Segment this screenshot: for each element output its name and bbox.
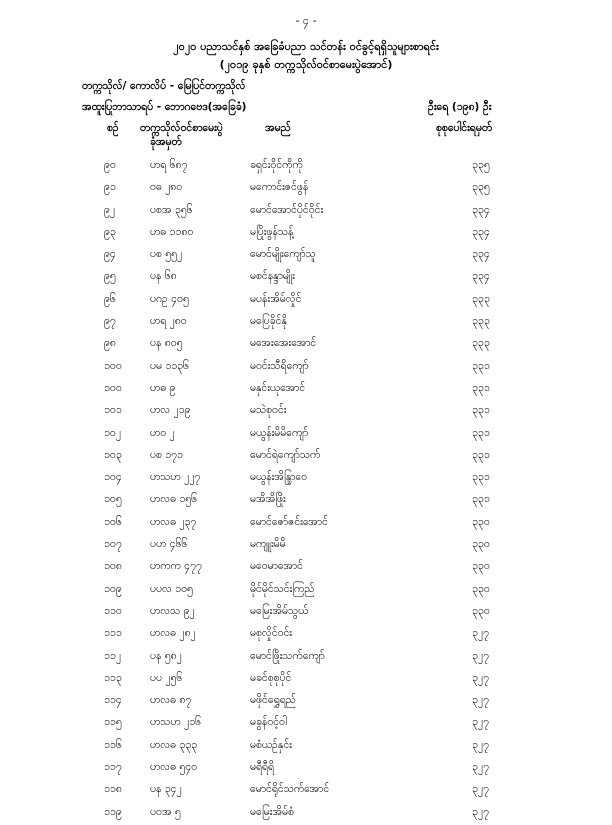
student-name: မစင်နန္ဒာမျိုး (250, 270, 295, 283)
total-marks: ၃၃၄ (472, 203, 490, 216)
table-row (0, 490, 612, 512)
exam-roll-number: ဝဓ ၂၈၀ (150, 181, 183, 194)
university-header: တက္ကသိုလ်/ ကောလိပ် - မြေပြင်တက္ကသိုလ် (82, 80, 246, 92)
row-number: ၁၀၄ (104, 471, 122, 484)
table-row (0, 446, 612, 468)
row-number: ၉၅ (104, 270, 116, 283)
row-number: ၉၈ (104, 337, 116, 350)
table-row (0, 312, 612, 334)
row-number: ၁၁၆ (104, 738, 122, 751)
total-marks: ၃၂၇ (472, 649, 489, 662)
total-marks: ၃၂၇ (472, 694, 489, 707)
student-name: မဖိုင်ရွှေရည် (250, 694, 296, 707)
table-row (0, 557, 612, 579)
exam-roll-number: ပန ၈၀၅ (150, 337, 183, 350)
exam-roll-number: ဟလဓ ၅၄၀ (150, 761, 198, 774)
student-name: မဝင်းသီရိကျော် (250, 359, 309, 372)
student-name: မသဲစုဝင်း (250, 404, 287, 417)
row-number: ၁၁၄ (104, 694, 122, 707)
student-name: မခွန်ဝင့်ဝါ (250, 716, 287, 729)
row-number: ၁၀၅ (104, 493, 122, 506)
row-number: ၉၃ (104, 225, 116, 238)
exam-roll-number: ဟဝ ၂ (150, 426, 175, 439)
student-name: မောင်မျိုးကျော်သူ (250, 248, 316, 261)
exam-roll-number: ဟလဓ ၁၅၆ (150, 493, 198, 506)
row-number: ၁၀၁ (104, 404, 122, 417)
results-list (0, 156, 612, 825)
total-count: ဦးရေ (၁၉၈) ဦး (428, 101, 492, 113)
total-marks: ၃၂၇ (472, 805, 489, 818)
exam-roll-number: ပမ ၁၁၃၆ (150, 359, 189, 372)
table-row (0, 580, 612, 602)
exam-roll-number: ပန ၅၈၂ (150, 649, 182, 662)
student-name: မောင်အောင်ပိုင်ဝိုင်း (250, 203, 324, 216)
total-marks: ၃၃၀ (472, 515, 490, 528)
row-number: ၁၀၈ (104, 560, 122, 573)
exam-roll-number: ပပလ ၁၀၅ (150, 582, 193, 595)
row-number: ၉၆ (104, 292, 116, 305)
total-marks: ၃၃၁ (472, 359, 490, 372)
column-header-exam: တက္ကသိုလ်ဝင်စာမေးပွဲ (140, 122, 223, 134)
exam-roll-number: ဟလ ၂၁၉ (150, 404, 191, 417)
table-row (0, 357, 612, 379)
table-row (0, 669, 612, 691)
total-marks: ၃၃၁ (472, 381, 490, 394)
row-number: ၁၁၇ (104, 761, 122, 774)
table-row (0, 624, 612, 646)
exam-roll-number: ပစအ ၃၅၆ (150, 203, 193, 216)
student-name: မစံယဉ်နှင်း (250, 738, 292, 751)
exam-roll-number: ဟလသ ၉၂ (150, 604, 195, 617)
table-row (0, 736, 612, 758)
total-marks: ၃၃၁ (472, 426, 490, 439)
row-number: ၉၄ (104, 248, 116, 261)
student-name: ခရှင်းဝိုင်ကိုကို (250, 159, 303, 171)
exam-roll-number: ဟရ ၆၈၇ (150, 159, 188, 171)
exam-roll-number: ဟလဓ ၈၇ (150, 694, 192, 707)
student-name: မခင်စုစုပိုင် (250, 671, 292, 684)
table-row (0, 379, 612, 401)
table-row (0, 245, 612, 267)
student-name: မိုင်မိုင်သင်းကြည် (250, 582, 315, 595)
table-row (0, 602, 612, 624)
total-marks: ၃၂၇ (472, 627, 489, 640)
student-name: မပြေခိုင်နို (250, 315, 287, 328)
table-row (0, 401, 612, 423)
exam-roll-number: ဟသဟ ၂၂၇ (150, 471, 201, 484)
row-number: ၉၀ (104, 159, 116, 171)
row-number: ၁၁၅ (104, 716, 122, 729)
exam-roll-number: ပပ ၂၅၆ (150, 671, 183, 684)
student-name: မကျူးမိမိ (250, 538, 286, 551)
total-marks: ၃၃၀ (472, 560, 490, 573)
table-row (0, 178, 612, 200)
student-name: မယွန်းမိမိကျော် (250, 426, 309, 439)
table-row (0, 334, 612, 356)
column-header-name: အမည် (265, 122, 291, 134)
table-row (0, 691, 612, 713)
exam-roll-number: ဟလဓ ၂၈၂ (150, 627, 196, 640)
student-name: မယွန်းအိန္ဒြာဝေ (250, 471, 308, 484)
total-marks: ၃၃၁ (472, 448, 490, 461)
total-marks: ၃၂၇ (472, 783, 489, 796)
row-number: ၁၀၉ (104, 582, 122, 595)
student-name: မောင်ရဲကျော်သက် (250, 448, 321, 461)
row-number: ၁၁၉ (104, 805, 122, 818)
page-number: - ၄ - (295, 14, 317, 27)
exam-roll-number: ဟရ ၂၈၀ (150, 315, 187, 328)
column-header-marks: စုစုပေါင်းရမှတ် (436, 122, 493, 134)
student-name: မကောင်းဇင်ဖွန် (250, 181, 309, 194)
total-marks: ၃၃၀ (472, 582, 490, 595)
row-number: ၁၁၁ (104, 627, 122, 640)
exam-roll-number: ပဂဥ ၄၀၅ (150, 292, 189, 305)
row-number: ၁၀၆ (104, 515, 122, 528)
exam-roll-number: ပန ၆၈ (150, 270, 177, 283)
student-name: မရီရီရိ (250, 761, 275, 774)
table-row (0, 803, 612, 825)
total-marks: ၃၃၃ (472, 292, 490, 305)
total-marks: ၃၂၇ (472, 716, 489, 729)
row-number: ၉၂ (104, 203, 116, 216)
total-marks: ၃၃၀ (472, 538, 490, 551)
student-name: မအေးအေးအောင် (250, 337, 317, 350)
row-number: ၁၁၈ (104, 783, 122, 796)
exam-roll-number: ဟကက ၄၇၇ (150, 560, 202, 573)
total-marks: ၃၃၃ (472, 337, 490, 350)
row-number: ၁၀၃ (104, 448, 122, 461)
total-marks: ၃၃၄ (472, 225, 490, 238)
student-name: မမြေးအိမ်စံ (250, 805, 294, 818)
exam-roll-number: ပစ ၅၅၂ (150, 248, 183, 261)
exam-roll-number: ပန ၃၄၂ (150, 783, 182, 796)
total-marks: ၃၃၃ (472, 315, 490, 328)
total-marks: ၃၂၇ (472, 738, 489, 751)
total-marks: ၃၃၄ (472, 248, 490, 261)
student-name: မနှင်းယုအောင် (250, 381, 306, 394)
row-number: ၁၁၃ (104, 671, 122, 684)
total-marks: ၃၃၅ (472, 181, 490, 194)
table-row (0, 223, 612, 245)
student-name: မောင်ဇော်ဇင်းအောင် (250, 515, 328, 528)
total-marks: ၃၃၁ (472, 471, 490, 484)
exam-roll-number: ဟလဓ ၂၃၇ (150, 515, 197, 528)
student-name: မစုလှိုင်ဝင်း (250, 627, 292, 640)
table-row (0, 424, 612, 446)
total-marks: ၃၂၇ (472, 671, 489, 684)
table-row (0, 535, 612, 557)
table-row (0, 780, 612, 802)
table-row (0, 267, 612, 289)
column-header-no: စဉ် (107, 122, 119, 134)
table-row (0, 290, 612, 312)
exam-roll-number: ပစ ၁၇၁ (150, 448, 183, 461)
row-number: ၉၁ (104, 181, 116, 194)
table-row (0, 468, 612, 490)
student-name: မပန်းအိမ်လှိုင် (250, 292, 302, 305)
exam-roll-number: ဟဓ ၉ (150, 381, 176, 394)
document-title: ၂၀၂၀ ပညာသင်နှစ် အခြေခံပညာ သင်တန်း ဝင်ခွင့်ရရှိသူများစာရင်း (173, 40, 439, 53)
row-number: ၉၇ (104, 315, 116, 328)
student-name: မအိအိဖြိုး (250, 493, 286, 506)
total-marks: ၃၃၀ (472, 604, 490, 617)
exam-roll-number: ပဝအ ၅ (150, 805, 181, 818)
student-name: မမြေးအိမ်သွယ် (250, 604, 309, 617)
total-marks: ၃၃၁ (472, 493, 490, 506)
student-name: မောင်ရိုင်သက်အောင် (250, 783, 330, 796)
exam-roll-number: ပဟ ၄၆၆ (150, 538, 188, 551)
table-row (0, 201, 612, 223)
row-number: ၁၀၂ (104, 426, 121, 439)
row-number: ၁၀၀ (104, 359, 122, 372)
student-name: မောင်ဖြိုးသက်ကျော် (250, 649, 325, 662)
total-marks: ၃၃၁ (472, 404, 490, 417)
row-number: ၁၁၀ (104, 604, 122, 617)
exam-roll-number: ဟသဟ ၂၁၆ (150, 716, 202, 729)
row-number: ၁၀၀ (104, 381, 122, 394)
student-name: မဝေမာအောင် (250, 560, 303, 573)
column-header-exam-roll: ခုံအမှတ် (150, 136, 182, 148)
row-number: ၁၀၇ (104, 538, 122, 551)
total-marks: ၃၃၅ (472, 159, 490, 171)
table-row (0, 513, 612, 535)
table-row (0, 156, 612, 178)
total-marks: ၃၃၄ (472, 270, 490, 283)
program-header: အထူးပြုဘာသာရပ် - ဘောဂဗေဒ(အခြေခံ) (82, 101, 247, 113)
student-name: မပြိုးဖွန်သန့် (250, 225, 294, 238)
document-subtitle: (၂၀၁၉ ခုနှစ် တက္ကသိုလ်ဝင်စာမေးပွဲအောင်) (219, 58, 393, 71)
exam-roll-number: ဟဓ ၁၁၈၀ (150, 225, 194, 238)
table-row (0, 758, 612, 780)
exam-roll-number: ဟလဓ ၃၃၃ (150, 738, 198, 751)
table-row (0, 647, 612, 669)
total-marks: ၃၂၇ (472, 761, 489, 774)
row-number: ၁၁၂ (104, 649, 121, 662)
table-row (0, 713, 612, 735)
